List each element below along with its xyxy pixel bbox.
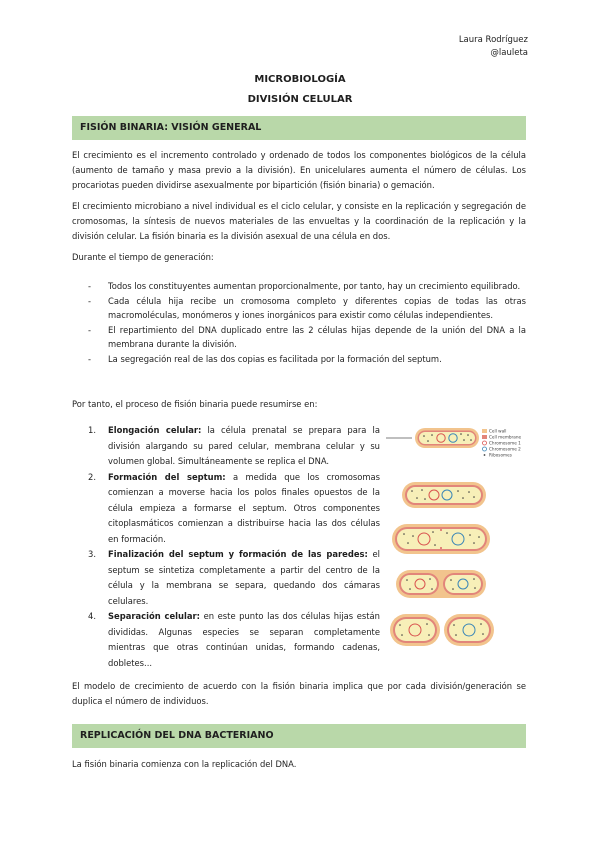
step-septum-formation: 2. Formación del septum: a medida que los cromosomas comienzan a moverse hacia los polos finales opuestos de la célula empieza a formarse el septum. Otros componentes citoplasmáticos comienzan a distribuirse hacia las dos células en formación.: [88, 471, 380, 544]
list-item: - El repartimiento del DNA duplicado entre las 2 células hijas depende de la unión del DNA a la membrana durante la división.: [88, 324, 526, 349]
legend-label-ribosome: Ribosomes: [489, 452, 512, 458]
cell-stage-2: [402, 482, 486, 508]
paragraph-cell-cycle: El crecimiento microbiano a nivel individual es el ciclo celular, y consiste en la replicación y segregación de cromosomas, la síntesis de nuevos materiales de las envueltas y la coordinación de la replicación y la división celular. La fisión binaria es la división asexual de una célula en dos.: [72, 201, 526, 241]
paragraph-summary-intro: Por tanto, el proceso de fisión binaria puede resumirse en:: [72, 399, 318, 409]
legend-swatch-membrane: [482, 435, 487, 439]
section-heading-binary-fission: FISIÓN BINARIA: VISIÓN GENERAL: [72, 116, 526, 140]
generation-bullet-list: [72, 279, 526, 366]
cell-stage-1: [415, 428, 479, 448]
paragraph-growth-model: El modelo de crecimiento de acuerdo con la fisión binaria implica que por cada división/generación se duplica el número de individuos.: [72, 681, 526, 706]
list-item: - La segregación real de las dos copias es facilitada por la formación del septum.: [88, 353, 442, 364]
paragraph-generation-time: Durante el tiempo de generación:: [72, 252, 214, 262]
step-elongation: 1. Elongación celular: la célula prenatal se prepara para la división alargando su pared celular, membrana celular y su volumen global. Simultáneamente se replica el DNA.: [88, 425, 380, 466]
author-handle: @lauleta: [490, 47, 528, 58]
legend-label-chromosome-1: Chromosome 1: [489, 440, 521, 446]
list-item: - Cada célula hija recibe un cromosoma completo y diferentes copias de todas las otras macromoléculas, monómeros y iones inorgánicos para existir como células independientes.: [88, 295, 526, 320]
legend-label-chromosome-2: Chromosome 2: [489, 446, 521, 452]
cytoplasm-shape: [449, 619, 489, 641]
cell-stage-5: [390, 614, 494, 646]
legend-swatch-wall: [482, 429, 487, 433]
septum-start: [440, 527, 442, 531]
list-item: - Todos los constituyentes aumentan proporcionalmente, por tanto, hay un crecimiento equilibrado.: [88, 281, 521, 291]
diagram-legend: [482, 429, 521, 458]
paragraph-dna-replication: La fisión binaria comienza con la replicación del DNA.: [72, 759, 297, 769]
cytoplasm-shape: [401, 575, 437, 593]
cytoplasm-shape: [397, 529, 485, 549]
legend-swatch-ribosome: [484, 454, 486, 456]
cytoplasm-shape: [419, 432, 475, 444]
cytoplasm-shape: [395, 619, 435, 641]
legend-swatch-chromosome-1: [483, 441, 487, 445]
cytoplasm-shape: [445, 575, 481, 593]
paragraph-growth: El crecimiento es el incremento controlado y ordenado de todos los componentes biológicos de la célula (aumento de tamaño y masa previo a la división). En unicelulares aumenta el número de células. Los procariotas pueden dividirse asexualmente por bipartición (fisión binaria) o gemación.: [72, 150, 526, 190]
binary-fission-diagram: [384, 428, 534, 650]
topic-title: DIVISIÓN CELULAR: [247, 94, 353, 105]
septum-start: [440, 547, 442, 551]
section-heading-dna-replication: REPLICACIÓN DEL DNA BACTERIANO: [72, 724, 526, 748]
document-title: [0, 70, 600, 110]
legend-label-wall: Cell wall: [489, 428, 507, 434]
cytoplasm-shape: [407, 487, 481, 503]
cell-stage-4: [396, 570, 486, 598]
legend-swatch-chromosome-2: [483, 447, 487, 451]
author-name: Laura Rodríguez: [458, 35, 528, 45]
fission-steps-list: [88, 423, 380, 671]
cell-stage-3: [392, 524, 490, 554]
legend-label-membrane: Cell membrane: [489, 434, 522, 440]
subject-title: MICROBIOLOGÍA: [254, 74, 346, 85]
author-block: [459, 34, 528, 59]
step-septum-completion: 3. Finalización del septum y formación de las paredes: el septum se sintetiza completamente a partir del centro de la célula y la membrana se separa, quedando dos cámaras celulares.: [88, 549, 380, 606]
step-cell-separation: 4. Separación celular: en este punto las dos células hijas están divididas. Algunas especies se separan completamente mientras que otras continúan unidas, formando cadenas, dobletes...: [88, 611, 380, 668]
